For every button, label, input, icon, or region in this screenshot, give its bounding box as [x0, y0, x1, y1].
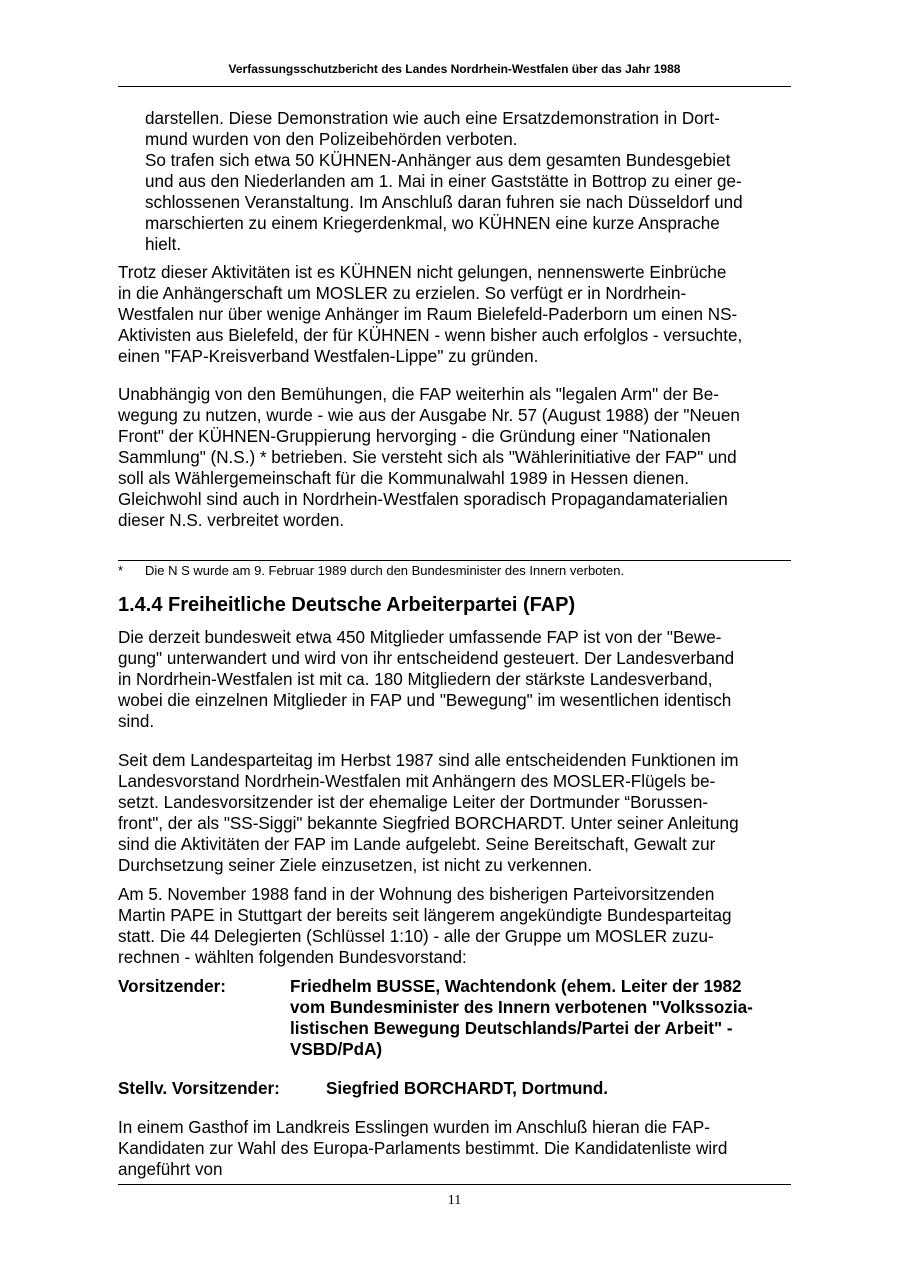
- text-line: statt. Die 44 Delegierten (Schlüssel 1:10) - alle der Gruppe um MOSLER zuzu-: [118, 927, 714, 946]
- text-line: sind.: [118, 712, 155, 731]
- text-line: setzt. Landesvorsitzender ist der ehemalige Leiter der Dortmunder “Borussen-: [118, 793, 709, 812]
- text-line: wobei die einzelnen Mitglieder in FAP und "Bewegung" im wesentlichen identisch: [118, 691, 732, 710]
- text-line: rechnen - wählten folgenden Bundesvorstand:: [118, 948, 467, 967]
- text-line: vom Bundesminister des Innern verbotenen "Volkssozia-: [290, 998, 753, 1017]
- chair-label: Vorsitzender:: [118, 977, 226, 996]
- text-line: listischen Bewegung Deutschlands/Partei der Arbeit" -: [290, 1019, 733, 1038]
- text-line: Martin PAPE in Stuttgart der bereits seit längerem angekündigte Bundesparteitag: [118, 906, 732, 925]
- text-line: marschierten zu einem Kriegerdenkmal, wo KÜHNEN eine kurze Ansprache: [145, 214, 720, 233]
- text-line: Westfalen nur über wenige Anhänger im Raum Bielefeld-Paderborn um einen NS-: [118, 305, 738, 324]
- header-rule: [118, 86, 791, 87]
- text-line: front", der als "SS-Siggi" bekannte Siegfried BORCHARDT. Unter seiner Anleitung: [118, 814, 739, 833]
- text-line: Am 5. November 1988 fand in der Wohnung des bisherigen Parteivorsitzenden: [118, 885, 715, 904]
- text-line: Seit dem Landesparteitag im Herbst 1987 sind alle entscheidenden Funktionen im: [118, 751, 739, 770]
- text-line: Gleichwohl sind auch in Nordrhein-Westfalen sporadisch Propagandamaterialien: [118, 490, 728, 509]
- text-line: Front" der KÜHNEN-Gruppierung hervorging - die Gründung einer "Nationalen: [118, 427, 711, 446]
- text-line: So trafen sich etwa 50 KÜHNEN-Anhänger aus dem gesamten Bundesgebiet: [145, 151, 731, 170]
- text-line: Unabhängig von den Bemühungen, die FAP weiterhin als "legalen Arm" der Be-: [118, 385, 719, 404]
- text-line: schlossenen Veranstaltung. Im Anschluß daran fuhren sie nach Düsseldorf und: [145, 193, 743, 212]
- text-line: Sammlung" (N.S.) * betrieben. Sie versteht sich als "Wählerinitiative der FAP" und: [118, 448, 737, 467]
- text-line: Friedhelm BUSSE, Wachtendonk (ehem. Leiter der 1982: [290, 977, 742, 996]
- text-line: einen "FAP-Kreisverband Westfalen-Lippe" zu gründen.: [118, 347, 539, 366]
- indented-paragraph: [145, 108, 795, 255]
- deputy-value: Siegfried BORCHARDT, Dortmund.: [326, 1079, 609, 1098]
- text-line: darstellen. Diese Demonstration wie auch eine Ersatzdemonstration in Dort-: [145, 109, 720, 128]
- text-line: Landesvorstand Nordrhein-Westfalen mit Anhängern des MOSLER-Flügels be-: [118, 772, 716, 791]
- text-line: dieser N.S. verbreitet worden.: [118, 511, 345, 530]
- footer-rule: [118, 1184, 791, 1185]
- footnote-mark: *: [118, 563, 124, 578]
- text-line: in Nordrhein-Westfalen ist mit ca. 180 Mitgliedern der stärkste Landesverband,: [118, 670, 713, 689]
- text-line: In einem Gasthof im Landkreis Esslingen wurden im Anschluß hieran die FAP-: [118, 1118, 710, 1137]
- text-line: in die Anhängerschaft um MOSLER zu erzielen. So verfügt er in Nordrhein-: [118, 284, 687, 303]
- paragraph-national-sammlung: [118, 384, 798, 531]
- text-line: VSBD/PdA): [290, 1040, 383, 1059]
- running-header: Verfassungsschutzbericht des Landes Nordrhein-Westfalen über das Jahr 1988: [228, 62, 681, 76]
- text-line: mund wurden von den Polizeibehörden verboten.: [145, 130, 518, 149]
- text-line: Die derzeit bundesweit etwa 450 Mitglieder umfassende FAP ist von der "Bewe-: [118, 628, 722, 647]
- text-line: Durchsetzung seiner Ziele einzusetzen, ist nicht zu verkennen.: [118, 856, 593, 875]
- paragraph-kuehnen-activities: [118, 262, 798, 367]
- text-line: wegung zu nutzen, wurde - wie aus der Ausgabe Nr. 57 (August 1988) der "Neuen: [118, 406, 740, 425]
- footnote-text: Die N S wurde am 9. Februar 1989 durch den Bundesminister des Innern verboten.: [145, 563, 625, 578]
- text-line: Kandidaten zur Wahl des Europa-Parlaments bestimmt. Die Kandidatenliste wird: [118, 1139, 728, 1158]
- paragraph-landesparteitag: [118, 750, 798, 876]
- text-line: sind die Aktivitäten der FAP im Lande aufgelebt. Seine Bereitschaft, Gewalt zur: [118, 835, 716, 854]
- text-line: und aus den Niederlanden am 1. Mai in einer Gaststätte in Bottrop zu einer ge-: [145, 172, 742, 191]
- paragraph-bundesparteitag: [118, 884, 798, 968]
- footnote-rule: [118, 560, 791, 561]
- paragraph-kandidatenliste: [118, 1117, 798, 1180]
- text-line: Aktivisten aus Bielefeld, der für KÜHNEN - wenn bisher auch erfolglos - versuchte,: [118, 326, 743, 345]
- deputy-label: Stellv. Vorsitzender:: [118, 1079, 280, 1098]
- chair-value: [290, 976, 753, 1060]
- text-line: soll als Wählergemeinschaft für die Kommunalwahl 1989 in Hessen dienen.: [118, 469, 690, 488]
- paragraph-fap-membership: [118, 627, 798, 732]
- text-line: angeführt von: [118, 1160, 223, 1179]
- page-number: 11: [447, 1193, 462, 1208]
- text-line: gung" unterwandert und wird von ihr entscheidend gesteuert. Der Landesverband: [118, 649, 735, 668]
- text-line: hielt.: [145, 235, 182, 254]
- section-heading: 1.4.4 Freiheitliche Deutsche Arbeiterpartei (FAP): [118, 594, 576, 616]
- text-line: Trotz dieser Aktivitäten ist es KÜHNEN nicht gelungen, nennenswerte Einbrüche: [118, 263, 727, 282]
